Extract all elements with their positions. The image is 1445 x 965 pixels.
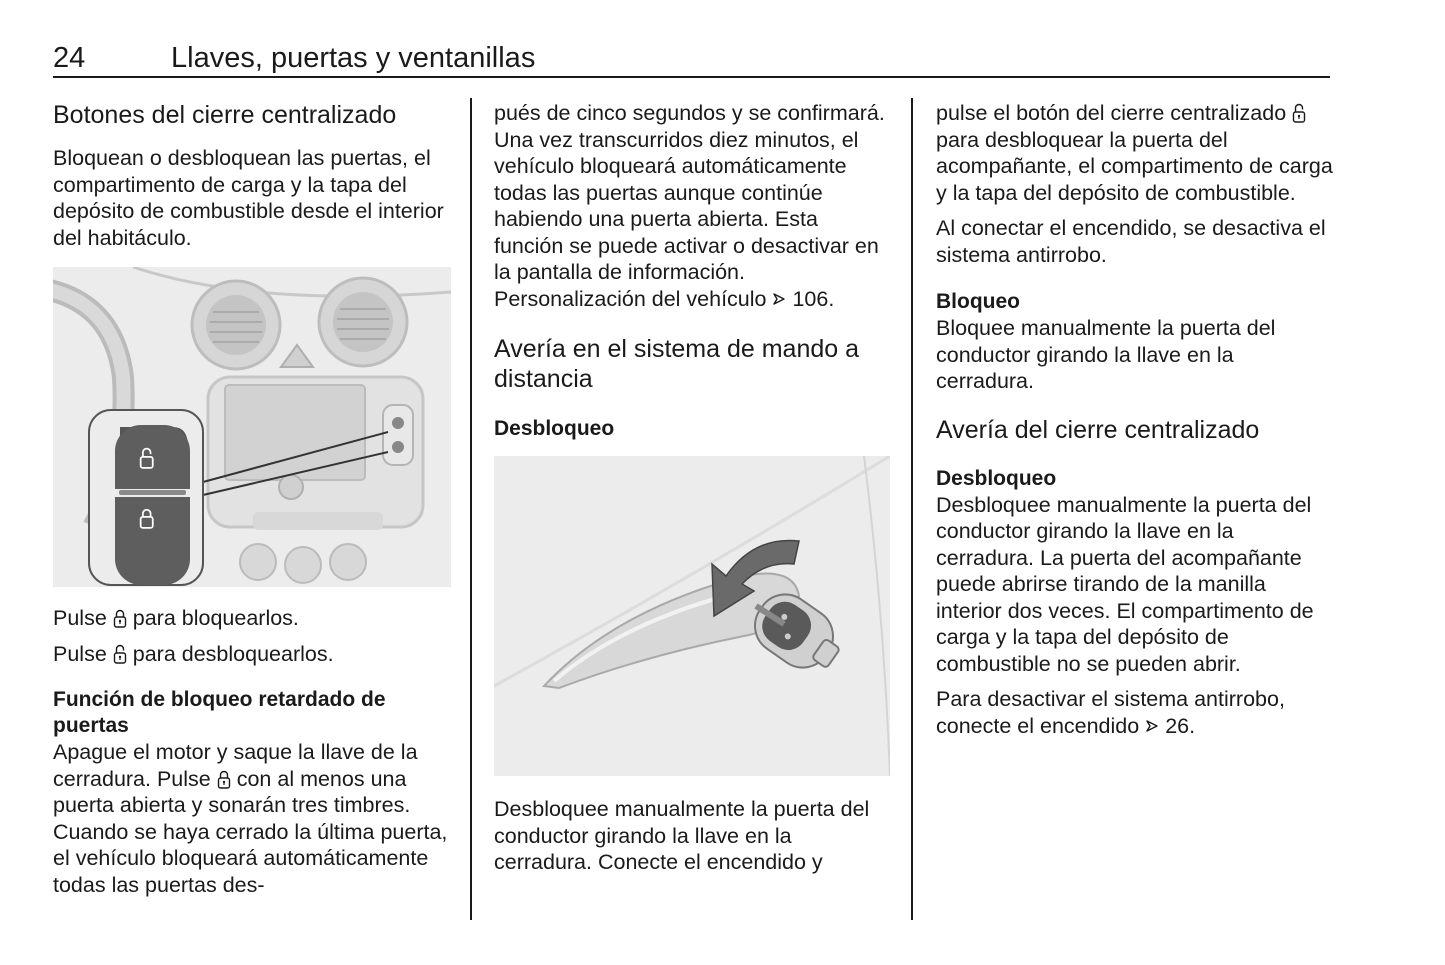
subsection-heading: Desbloqueo xyxy=(494,417,615,440)
bloqueo-heading: Bloqueo xyxy=(936,290,1020,313)
delay-text-pre: Apague el motor y saque la llave de la cerradura. Pulse xyxy=(53,740,418,791)
pulse-lock-line xyxy=(53,605,451,632)
door-handle-drawing xyxy=(494,456,890,776)
section-heading: Avería en el sistema de mando a distancia xyxy=(494,335,860,393)
continued-paragraph xyxy=(936,100,1334,206)
page-header xyxy=(53,40,1330,78)
manual-unlock-paragraph: Desbloquee manualmente la puerta del conductor girando la llave en la cerradura. Conecte el encendido y xyxy=(494,797,870,874)
delay-text-post: con al menos una puerta abierta y sonarán tres timbres. Cuando se haya cerrado la última puerta, el vehículo bloqueará automáticamente todas las puertas des- xyxy=(53,766,448,897)
pulse-unlock-post: para desbloquearlos. xyxy=(132,641,334,666)
cross-reference-arrow-icon xyxy=(772,291,786,307)
pulse-unlock-line xyxy=(53,641,451,668)
column-divider xyxy=(470,98,472,920)
continued-text-pre: pulse el botón del cierre centralizado xyxy=(936,101,1287,125)
continued-paragraph xyxy=(494,100,892,312)
continued-text-post: para desbloquear la puerta del acompañante, el compartimento de carga y la tapa del depósito de combustible. xyxy=(936,127,1333,205)
cross-reference-arrow-icon xyxy=(1145,718,1159,734)
section-heading: Avería del cierre centralizado xyxy=(936,415,1260,444)
page-number: 24 xyxy=(53,42,86,74)
subsection-heading: Desbloqueo xyxy=(936,466,1057,490)
intro-paragraph: Bloquean o desbloquean las puertas, el compartimento de carga y la tapa del depósito de combustible desde el interior del habitáculo. xyxy=(53,146,444,250)
unlock-icon xyxy=(113,644,127,664)
dashboard-drawing xyxy=(53,267,451,587)
central-locking-buttons-illustration xyxy=(53,267,451,587)
page-reference: 106. xyxy=(792,286,835,311)
lock-icon xyxy=(217,769,231,789)
pulse-unlock-pre: Pulse xyxy=(53,641,107,666)
pulse-lock-post: para bloquearlos. xyxy=(132,606,299,630)
antitheft-paragraph: Al conectar el encendido, se desactiva el sistema antirrobo. xyxy=(936,216,1326,267)
page-title: Llaves, puertas y ventanillas xyxy=(171,42,536,74)
column-divider xyxy=(911,98,913,920)
pulse-lock-pre: Pulse xyxy=(53,606,107,630)
manual-unlock-paragraph: Desbloquee manualmente la puerta del conductor girando la llave en la cerradura. La puerta del acompañante puede abrirse tirando de la manilla interior dos veces. El compartimento de carga y la tapa del depósito de combustible no se pueden abrir. xyxy=(936,492,1314,676)
door-handle-key-illustration xyxy=(494,456,890,776)
deactivate-antitheft-paragraph xyxy=(936,686,1334,739)
page-reference: 26. xyxy=(1165,713,1196,738)
continued-text: pués de cinco segundos y se confirmará. Una vez transcurridos diez minutos, el vehículo bloqueará automáticamente todas las puertas aunque continúe habiendo una puerta abierta. Esta función se puede activar o desactivar en la pantalla de información. Personalización del vehículo xyxy=(494,101,885,311)
column-2 xyxy=(494,98,892,876)
column-3 xyxy=(936,98,1334,739)
section-heading: Botones del cierre centralizado xyxy=(53,101,397,129)
lock-icon xyxy=(113,608,127,628)
deactivate-text: Para desactivar el sistema antirrobo, conecte el encendido xyxy=(936,687,1285,738)
column-1 xyxy=(53,98,451,898)
unlock-icon xyxy=(1292,103,1306,123)
subsection-heading: Función de bloqueo retardado de puertas xyxy=(53,688,386,737)
delay-paragraph xyxy=(53,739,451,898)
bloqueo-paragraph: Bloquee manualmente la puerta del conductor girando la llave en la cerradura. xyxy=(936,316,1276,393)
